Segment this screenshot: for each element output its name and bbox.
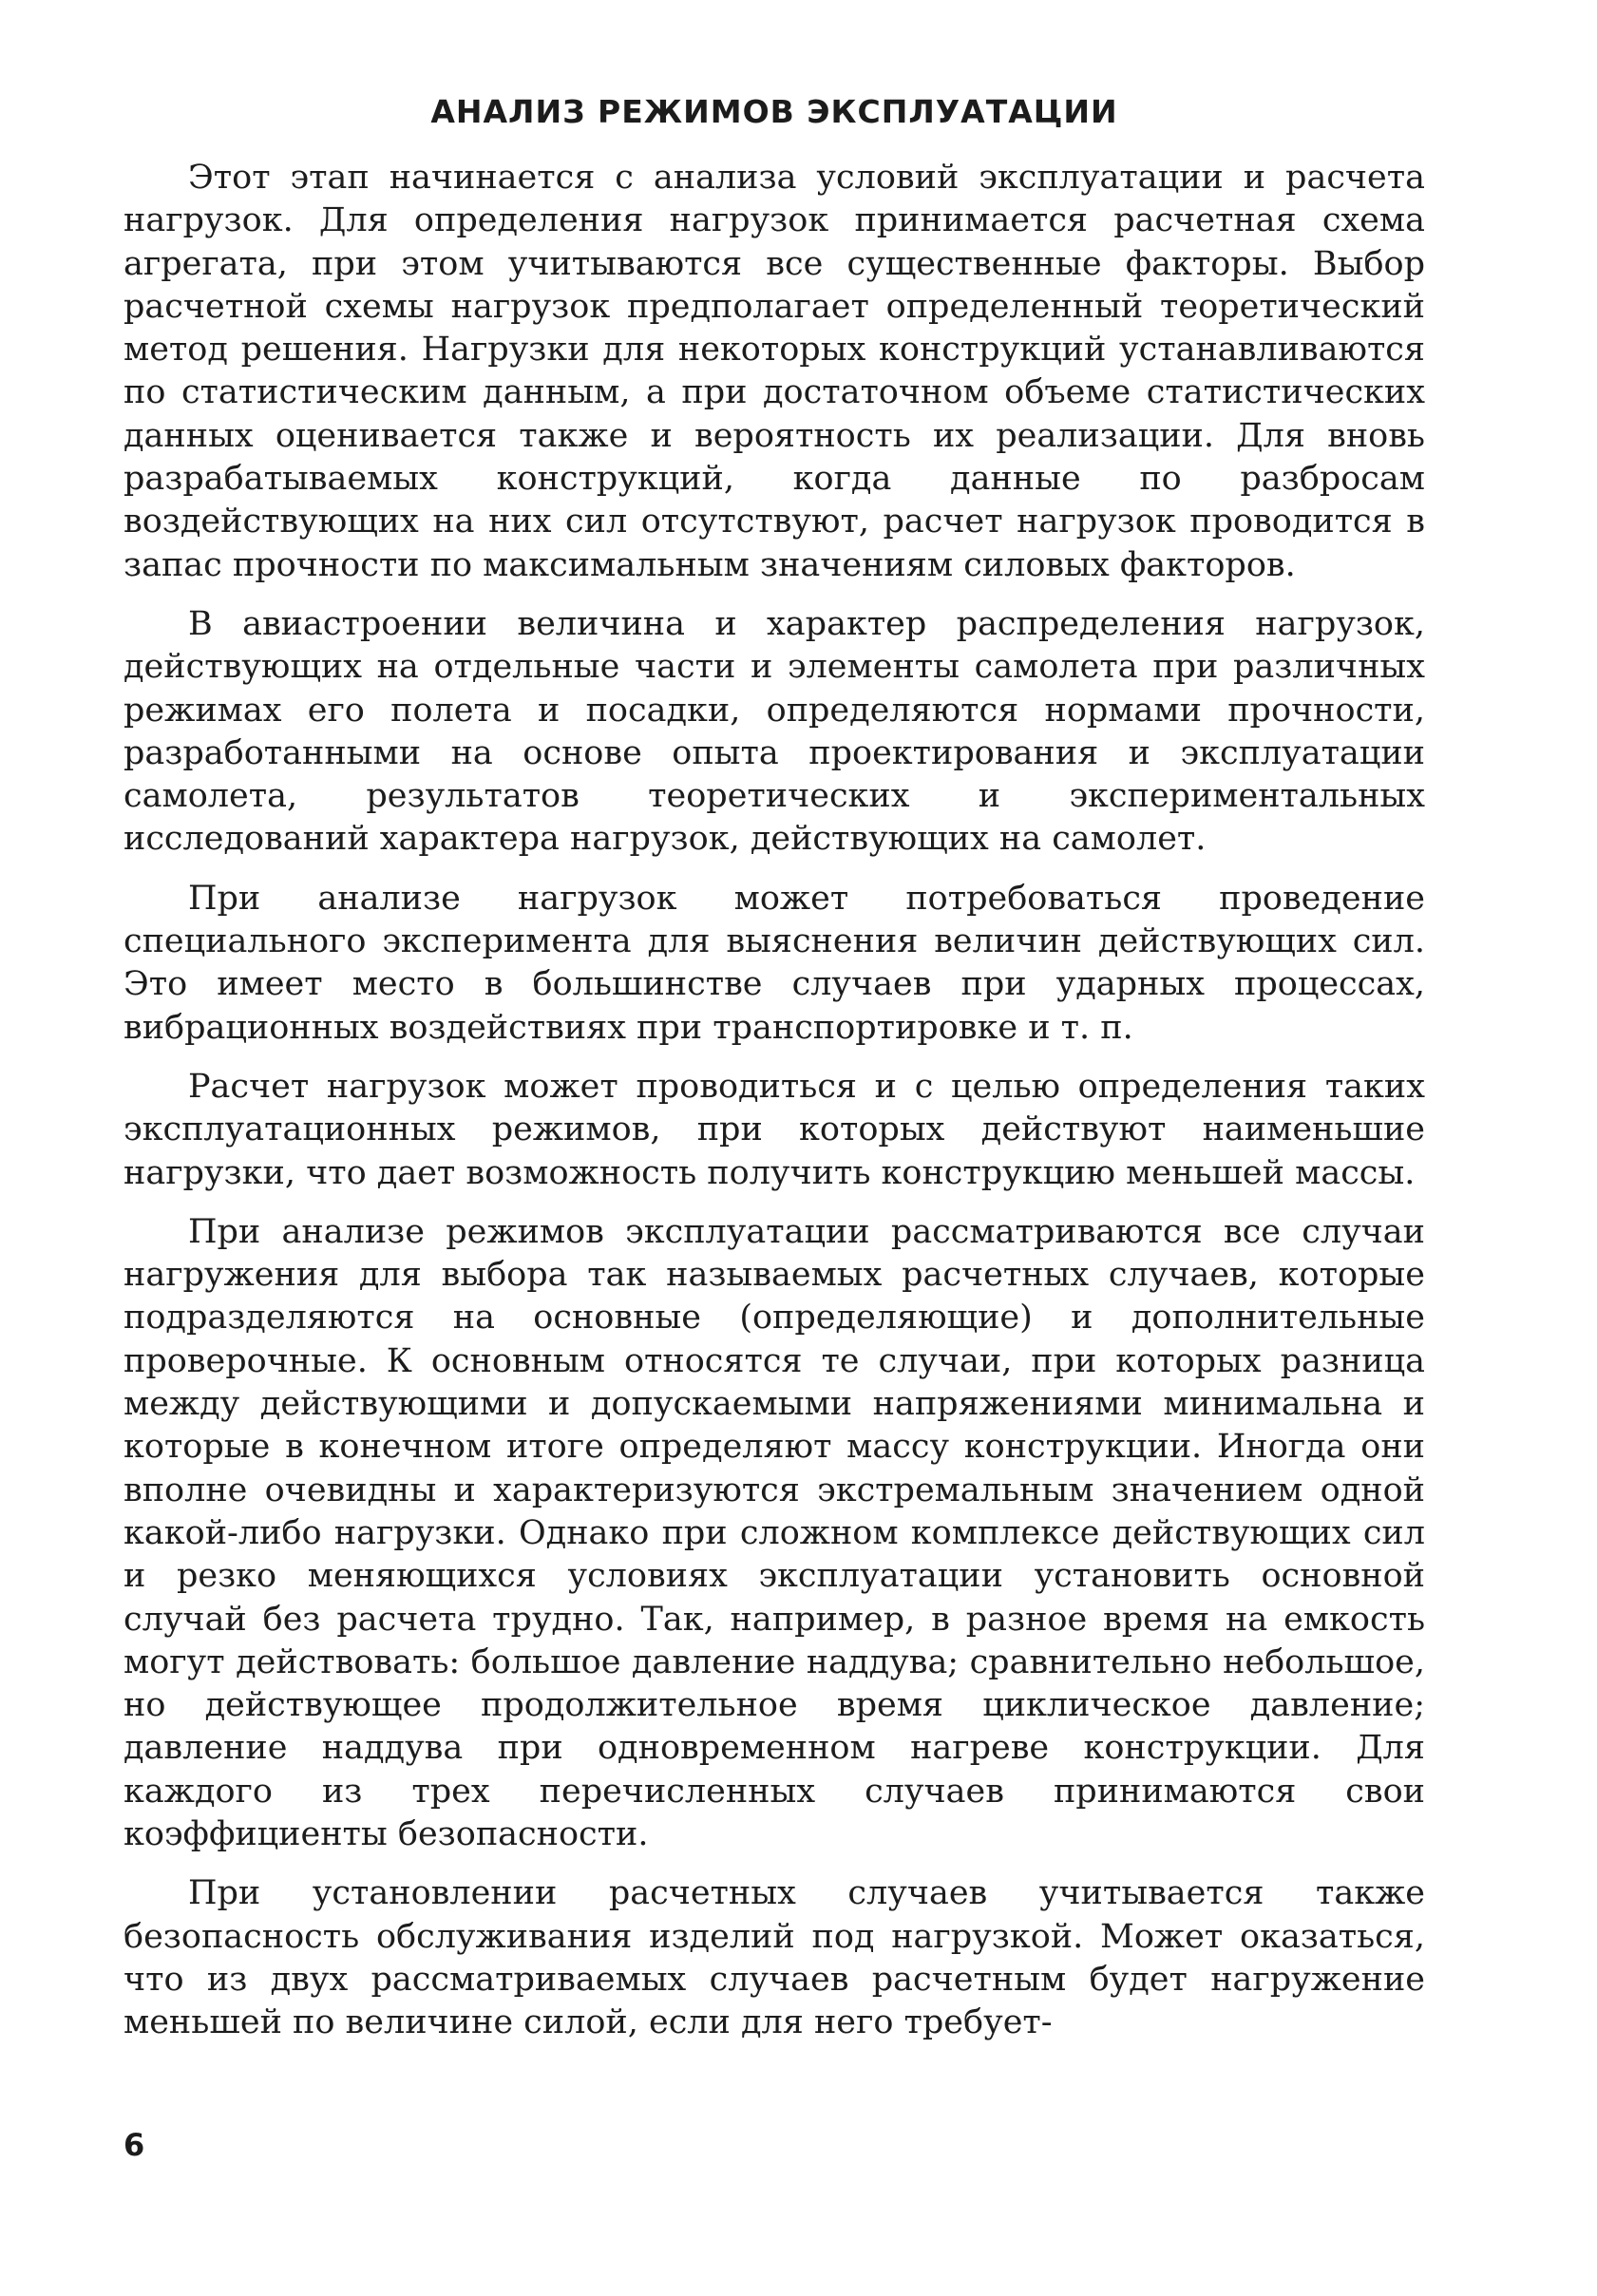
paragraph-5: При анализе режимов эксплуатации рассматриваются все случаи нагружения для выбора так называемых расчетных случаев, которые подразделяются на основные (определяющие) и дополнительные проверочные. К основным относятся те случаи, при которых разница между действующими и допускаемыми напряжениями минимальна и которые в конечном итоге определяют массу конструкции. Иногда они вполне очевидны и характеризуются экстремальным значением одной какой-либо нагрузки. Однако при сложном комплексе действующих сил и резко меняющихся условиях эксплуатации установить основной случай без расчета трудно. Так, например, в разное время на емкость могут действовать: большое давление наддува; сравнительно небольшое, но действующее продолжительное время циклическое давление; давление наддува при одновременном нагреве конструкции. Для каждого из трех перечисленных случаев принимаются свои коэффициенты безопасности. [124,1212,1425,1853]
body-text [124,157,1425,2060]
paragraph-6: При установлении расчетных случаев учитывается также безопасность обслуживания изделий под нагрузкой. Может оказаться, что из двух рассматриваемых случаев расчетным будет нагружение меньшей по величине силой, если для него требует- [124,1874,1425,2042]
section-heading: АНАЛИЗ РЕЖИМОВ ЭКСПЛУАТАЦИИ [430,93,1118,130]
paragraph-3: При анализе нагрузок может потребоваться проведение специального эксперимента для выяснения величин действующих сил. Это имеет место в большинстве случаев при ударных процессах, вибрационных воздействиях при транспортировке и т. п. [124,879,1425,1047]
paragraph-4: Расчет нагрузок может проводиться и с целью определения таких эксплуатационных режимов, при которых действуют наименьшие нагрузки, что дает возможность получить конструкцию меньшей массы. [124,1067,1425,1192]
paragraph-1: Этот этап начинается с анализа условий эксплуатации и расчета нагрузок. Для определения нагрузок принимается расчетная схема агрегата, при этом учитываются все существенные факторы. Выбор расчетной схемы нагрузок предполагает определенный теоретический метод решения. Нагрузки для некоторых конструкций устанавливаются по статистическим данным, а при достаточном объеме статистических данных оценивается также и вероятность их реализации. Для вновь разрабатываемых конструкций, когда данные по разбросам воздействующих на них сил отсутствуют, расчет нагрузок проводится в запас прочности по максимальным значениям силовых факторов. [124,159,1425,584]
paragraph-2: В авиастроении величина и характер распределения нагрузок, действующих на отдельные части и элементы самолета при различных режимах его полета и посадки, определяются нормами прочности, разработанными на основе опыта проектирования и эксплуатации самолета, результатов теоретических и экспериментальных исследований характера нагрузок, действующих на самолет. [124,604,1425,859]
page-number: 6 [124,2127,145,2163]
